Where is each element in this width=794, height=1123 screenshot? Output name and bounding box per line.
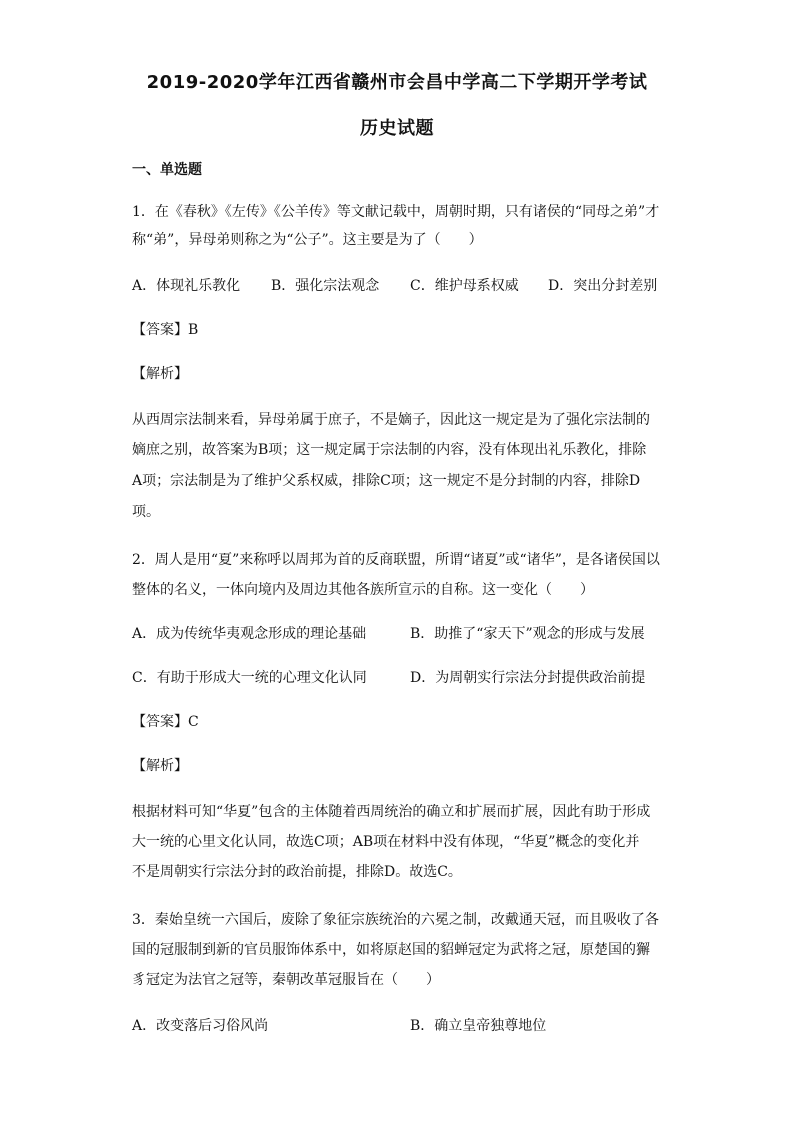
question-1-analysis-line-1: 从西周宗法制来看，异母弟属于庶子，不是嫡子，因此这一规定是为了强化宗法制的 <box>132 412 650 428</box>
question-2-option-b: B．助推了“家天下”观念的形成与发展 <box>410 626 645 642</box>
question-1-option-c: C．维护母系权威 <box>410 278 519 294</box>
question-1-line-1: 1．在《春秋》《左传》《公羊传》等文献记载中，周朝时期，只有诸侯的“同母之弟”才 <box>132 204 660 220</box>
document-subtitle: 历史试题 <box>360 118 434 139</box>
section-heading: 一、单选题 <box>132 162 202 178</box>
question-3-option-a: A．改变落后习俗风尚 <box>132 1018 269 1034</box>
question-2-analysis-label: 【解析】 <box>132 758 188 774</box>
question-2-line-2: 整体的名义，一体向境内及周边其他各族所宣示的自称。这一变化（ ） <box>132 582 594 598</box>
question-2-answer: 【答案】C <box>132 714 199 730</box>
question-2-analysis-line-1: 根据材料可知“华夏”包含的主体随着西周统治的确立和扩展而扩展，因此有助于形成 <box>132 804 651 820</box>
question-1-line-2: 称“弟”，异母弟则称之为“公子”。这主要是为了（ ） <box>132 232 483 248</box>
question-1-option-d: D．突出分封差别 <box>548 278 658 294</box>
question-3-line-1: 3．秦始皇统一六国后，废除了象征宗族统治的六冕之制，改戴通天冠，而且吸收了各 <box>132 912 659 928</box>
question-1-analysis-line-3: A项；宗法制是为了维护父系权威，排除C项；这一规定不是分封制的内容，排除D <box>132 473 641 489</box>
document-title: 2019-2020学年江西省赣州市会昌中学高二下学期开学考试 <box>146 72 648 93</box>
question-1-option-b: B．强化宗法观念 <box>271 278 380 294</box>
question-3-line-2: 国的冠服制到新的官员服饰体系中，如将原赵国的貂蝉冠定为武将之冠，原楚国的獬 <box>132 942 650 958</box>
question-2-line-1: 2．周人是用“夏”来称呼以周邦为首的反商联盟，所谓“诸夏”或“诸华”，是各诸侯国以 <box>132 552 660 568</box>
question-1-answer: 【答案】B <box>132 322 199 338</box>
question-2-option-c: C．有助于形成大一统的心理文化认同 <box>132 670 367 686</box>
question-2-analysis-line-3: 不是周朝实行宗法分封的政治前提，排除D。故选C。 <box>132 864 462 880</box>
question-1-analysis-line-4: 项。 <box>132 504 160 520</box>
question-2-option-d: D．为周朝实行宗法分封提供政治前提 <box>410 670 646 686</box>
question-1-option-a: A．体现礼乐教化 <box>132 278 241 294</box>
question-2-option-a: A．成为传统华夷观念形成的理论基础 <box>132 626 367 642</box>
question-1-analysis-line-2: 嫡庶之别，故答案为B项；这一规定属于宗法制的内容，没有体现出礼乐教化，排除 <box>132 442 647 458</box>
question-3-option-b: B．确立皇帝独尊地位 <box>410 1018 547 1034</box>
question-1-analysis-label: 【解析】 <box>132 366 188 382</box>
question-3-line-3: 豸冠定为法官之冠等，秦朝改革冠服旨在（ ） <box>132 972 440 988</box>
question-2-analysis-line-2: 大一统的心里文化认同，故选C项；AB项在材料中没有体现，“华夏”概念的变化并 <box>132 834 640 850</box>
